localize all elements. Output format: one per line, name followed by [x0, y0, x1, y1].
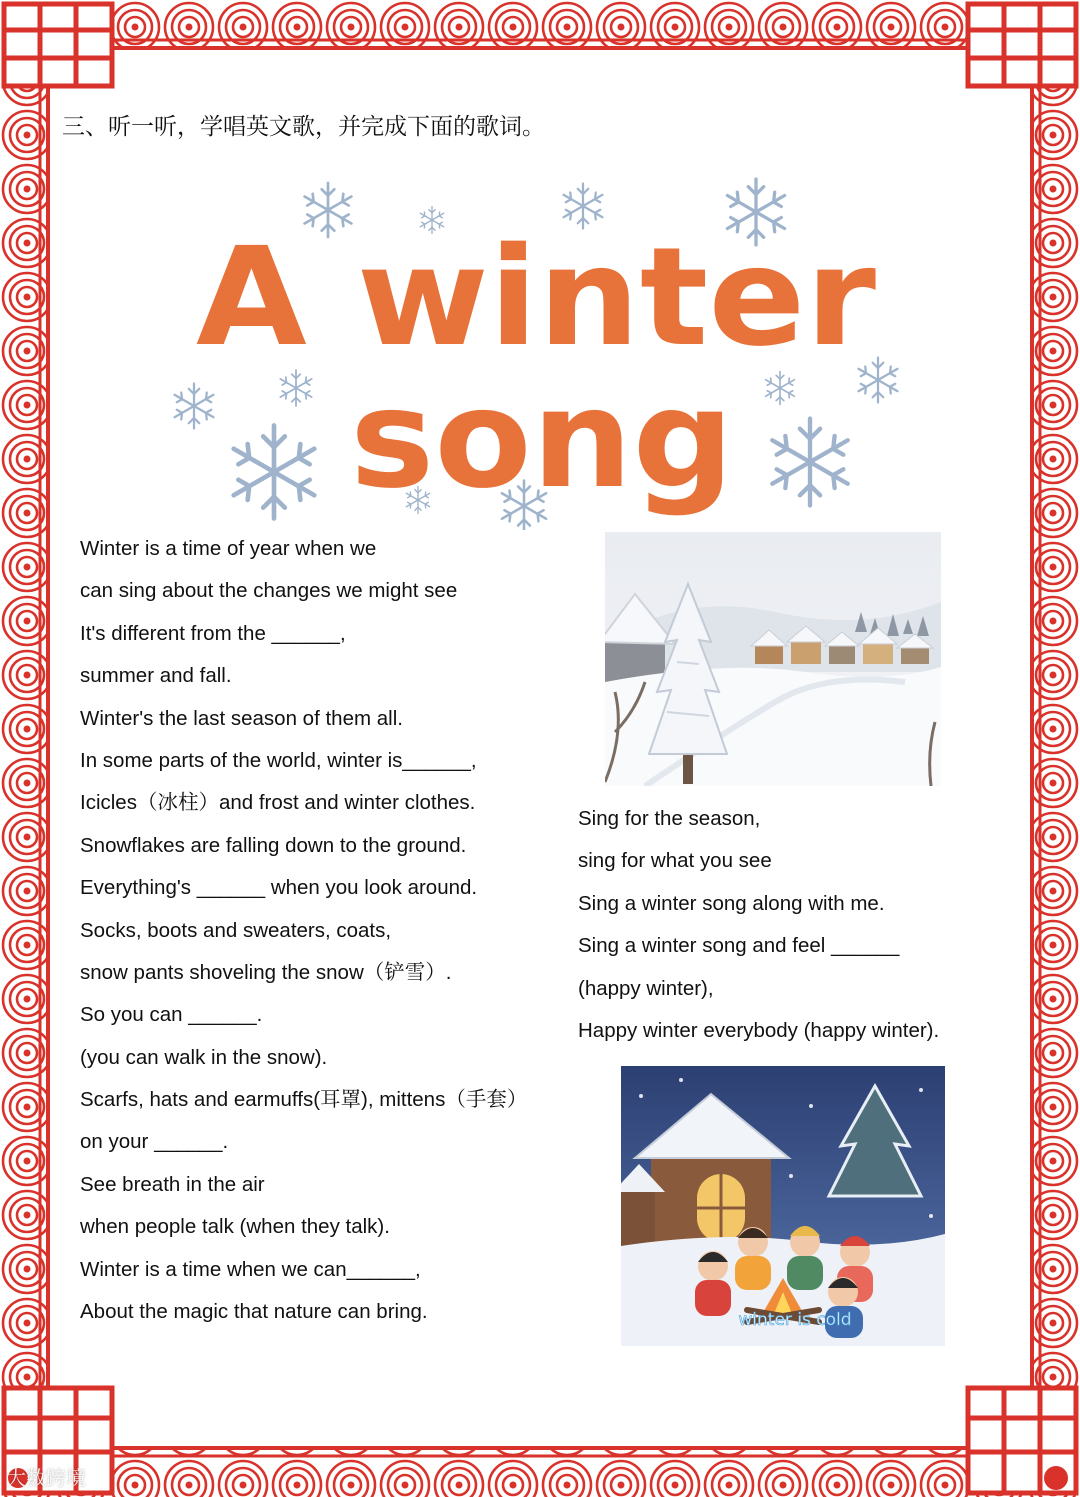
- lyrics-right-column: [578, 798, 1018, 1052]
- lyrics-left-column: [80, 528, 580, 1333]
- title-line-2: song: [350, 361, 734, 519]
- lyric-line: on your ______.: [80, 1130, 229, 1154]
- lyric-line: Socks, boots and sweaters, coats,: [80, 918, 392, 942]
- lyric-line: (happy winter),: [578, 976, 714, 1000]
- snowy-village-illustration: [605, 532, 941, 786]
- lyric-line: Winter's the last season of them all.: [80, 706, 403, 730]
- lyric-line: sing for what you see: [578, 849, 772, 873]
- lyric-line: About the magic that nature can bring.: [80, 1300, 428, 1324]
- lyric-line: Winter is a time of year when we: [80, 537, 377, 560]
- lyric-line: Winter is a time when we can______,: [80, 1257, 421, 1281]
- picture-caption: winter is cold: [738, 1310, 852, 1330]
- lyric-line: summer and fall.: [80, 664, 232, 688]
- campfire-children-illustration: [621, 1066, 945, 1346]
- snowflake-icon: [175, 384, 214, 429]
- lyric-line: snow pants shoveling the snow（铲雪）.: [80, 960, 452, 984]
- lyric-line: Snowflakes are falling down to the ground.: [80, 833, 467, 857]
- instruction-text: 三、听一听，学唱英文歌，并完成下面的歌词。: [62, 114, 545, 140]
- lyric-line: So you can ______.: [80, 1003, 263, 1027]
- title-graphic: [160, 170, 920, 530]
- snowflake-icon: [772, 419, 847, 506]
- lyric-line: Scarfs, hats and earmuffs(耳罩), mittens（手套）: [80, 1088, 528, 1112]
- lyric-line: In some parts of the world, winter is______,: [80, 748, 477, 772]
- lyric-line: can sing about the changes we might see: [80, 579, 458, 603]
- lyric-line: Sing for the season,: [578, 807, 761, 830]
- watermark: 大数跨境: [6, 1466, 86, 1490]
- lyric-line: Everything's ______ when you look around.: [80, 876, 478, 900]
- snowflake-icon: [234, 426, 315, 519]
- lyric-line: Happy winter everybody (happy winter).: [578, 1018, 940, 1042]
- lyric-line: It's different from the ______,: [80, 621, 346, 645]
- lyric-line: Sing a winter song along with me.: [578, 891, 885, 915]
- lyric-line: (you can walk in the snow).: [80, 1045, 328, 1069]
- title-line-1: A winter: [196, 219, 876, 377]
- lyric-line: when people talk (when they talk).: [80, 1215, 390, 1239]
- lyric-line: Icicles（冰柱）and frost and winter clothes.: [80, 791, 476, 815]
- lyric-line: See breath in the air: [80, 1172, 265, 1196]
- lyric-line: Sing a winter song and feel ______: [578, 934, 900, 958]
